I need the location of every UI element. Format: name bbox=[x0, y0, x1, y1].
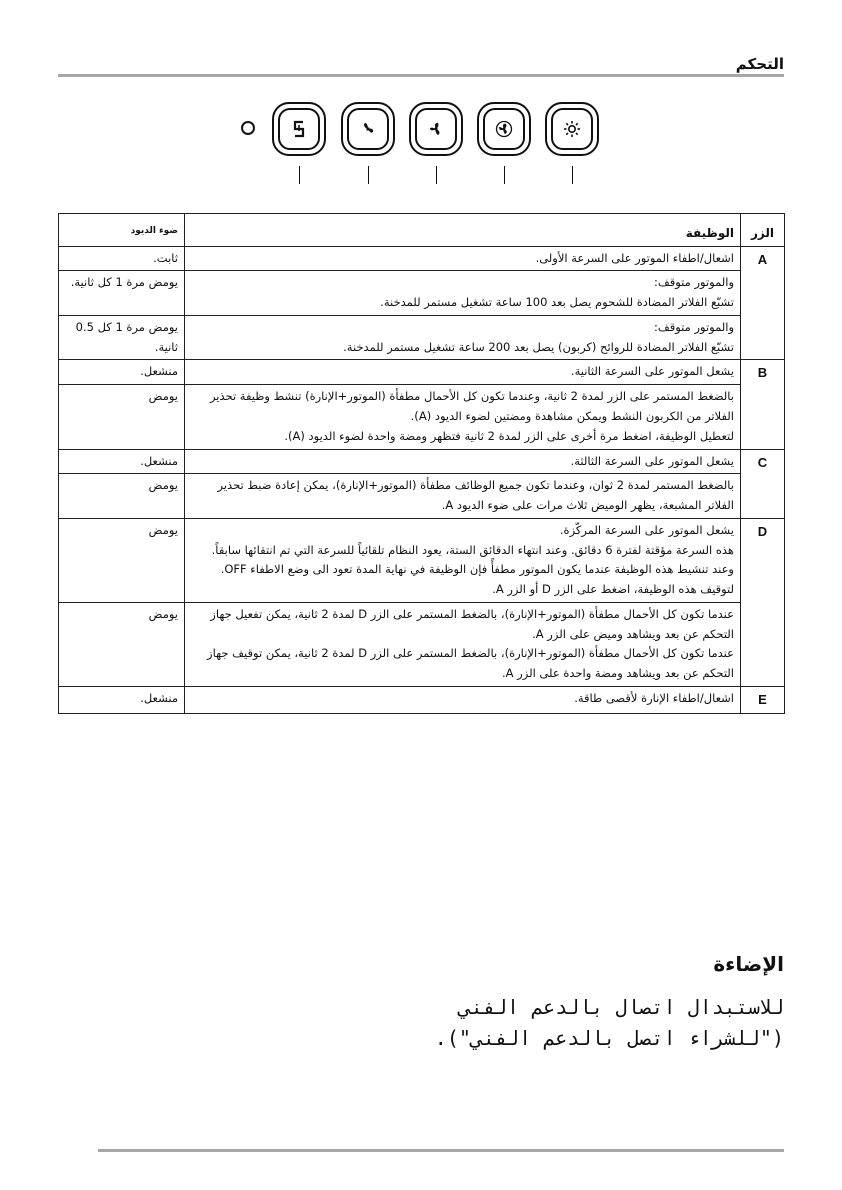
function-cell bbox=[185, 385, 741, 449]
functions-table bbox=[58, 213, 785, 714]
button-key-cell: E bbox=[741, 686, 785, 713]
support-line-2: ("للشراء اتصل بالدعم الفني"). bbox=[434, 1026, 784, 1050]
table-header-row bbox=[59, 214, 785, 247]
button-e-illustration bbox=[545, 102, 599, 156]
button-key-cell: C bbox=[741, 449, 785, 518]
button-key-cell: B bbox=[741, 360, 785, 449]
function-text: يشعل الموتور على السرعة المركّزة. هذه السرعة مؤقتة لفترة 6 دقائق. وعند انتهاء الدقائق الستة، يعود النظام تلقائياً للسرعة التي تم انتقائها سابقاً. وعند تنشيط هذه الوظيفة عندما يكون الموتور مطفأً فإن الوظيفة في نهاية المدة تعود الى وضع الاطفاء OFF. لتوقيف هذه الوظيفة، اضغط على الزر D أو الزر A. bbox=[211, 522, 734, 597]
function-text: يشعل الموتور على السرعة الثالثة. bbox=[570, 453, 734, 468]
function-cell bbox=[185, 360, 741, 385]
lighting-support-text bbox=[284, 992, 784, 1054]
function-cell bbox=[185, 315, 741, 360]
lighting-title: الإضاءة bbox=[713, 952, 784, 976]
fan-speed-2-icon bbox=[426, 119, 446, 139]
button-a-illustration bbox=[272, 102, 326, 156]
led-status-cell: منشعل. bbox=[59, 449, 185, 474]
function-text: اشعال/اطفاء الإنارة لأقصى طاقة. bbox=[574, 690, 734, 705]
callout-line-a bbox=[299, 166, 300, 184]
led-status-cell: يومض bbox=[59, 602, 185, 686]
function-cell bbox=[185, 602, 741, 686]
function-text: بالضغط المستمر لمدة 2 ثوان، وعندما تكون جميع الوظائف مطفأة (الموتور+الإنارة)، يمكن إعادة ضبط تحذير الفلاتر المشبعة، يظهر الوميض ثلاث مرات على ضوء الديود A. bbox=[217, 478, 734, 513]
table-row bbox=[59, 449, 785, 474]
function-text: اشعال/اطفاء الموتور على السرعة الأولى. bbox=[535, 250, 734, 265]
callout-line-d bbox=[504, 166, 505, 184]
table-row bbox=[59, 602, 785, 686]
button-key-cell: A bbox=[741, 246, 785, 360]
function-text: والموتور متوقف: تشبّع الفلاتر المضادة للروائح (كربون) يصل بعد 200 ساعة تشغيل مستمر للمدخنة. bbox=[343, 319, 734, 354]
table-row bbox=[59, 385, 785, 449]
light-icon bbox=[562, 119, 582, 139]
table-row bbox=[59, 518, 785, 602]
function-text: يشعل الموتور على السرعة الثانية. bbox=[570, 364, 734, 379]
indicator-led-icon bbox=[241, 121, 255, 135]
button-d-illustration bbox=[477, 102, 531, 156]
callout-line-e bbox=[572, 166, 573, 184]
button-key-cell: D bbox=[741, 518, 785, 686]
led-status-cell: ثابت. bbox=[59, 246, 185, 271]
callout-line-b bbox=[368, 166, 369, 184]
led-status-cell: منشعل. bbox=[59, 686, 185, 713]
function-cell bbox=[185, 246, 741, 271]
function-cell bbox=[185, 686, 741, 713]
led-status-cell: يومض bbox=[59, 474, 185, 519]
function-text: بالضغط المستمر على الزر لمدة 2 ثانية، وعندما تكون كل الأحمال مطفأة (الموتور+الإنارة) تنشط وظيفة تحذير الفلاتر من الكربون النشط ويمكن مشاهدة ومضتين لضوء الديود (A). لتعطيل الوظيفة، اضغط مرة أخرى على الزر لمدة 2 ثانية فتظهر ومضة واحدة لضوء الديود (A). bbox=[209, 389, 734, 443]
function-cell bbox=[185, 449, 741, 474]
bottom-rule bbox=[98, 1149, 784, 1152]
table-row bbox=[59, 474, 785, 519]
table-row bbox=[59, 686, 785, 713]
function-cell bbox=[185, 474, 741, 519]
top-rule bbox=[58, 74, 784, 77]
led-status-cell: يومض مرة 1 كل 0.5 ثانية. bbox=[59, 315, 185, 360]
button-c-illustration bbox=[409, 102, 463, 156]
led-status-cell: يومض bbox=[59, 385, 185, 449]
header-function: الوظيفة bbox=[185, 214, 741, 247]
function-text: والموتور متوقف: تشبّع الفلاتر المضادة للشحوم يصل بعد 100 ساعة تشغيل مستمر للمدخنة. bbox=[380, 275, 734, 310]
led-status-cell: منشعل. bbox=[59, 360, 185, 385]
function-cell bbox=[185, 518, 741, 602]
table-row bbox=[59, 271, 785, 316]
page-heading: التحكم bbox=[735, 55, 784, 73]
header-button: الزر bbox=[741, 214, 785, 247]
callout-line-c bbox=[436, 166, 437, 184]
button-b-illustration bbox=[341, 102, 395, 156]
table-row bbox=[59, 315, 785, 360]
function-text: عندما تكون كل الأحمال مطفأة (الموتور+الإنارة)، بالضغط المستمر على الزر D لمدة 2 ثانية، يمكن تفعيل جهاز التحكم عن بعد ويشاهد وميض على الزر A. عندما تكون كل الأحمال مطفأة (الموتور+الإنارة)، بالضغط المستمر على الزر D لمدة 2 ثانية، يمكن توقيف جهاز التحكم عن بعد ويشاهد ومضة واحدة على الزر A. bbox=[207, 606, 734, 681]
fan-speed-3-icon bbox=[494, 119, 514, 139]
power-speed-icon bbox=[289, 119, 309, 139]
fan-speed-1-icon bbox=[358, 119, 378, 139]
table-row bbox=[59, 360, 785, 385]
function-cell bbox=[185, 271, 741, 316]
led-status-cell: يومض bbox=[59, 518, 185, 602]
support-line-1: للاستبدال اتصال بالدعم الفني bbox=[458, 995, 784, 1019]
table-row bbox=[59, 246, 785, 271]
header-led: ضوء الديود bbox=[59, 214, 185, 247]
led-status-cell: يومض مرة 1 كل ثانية. bbox=[59, 271, 185, 316]
